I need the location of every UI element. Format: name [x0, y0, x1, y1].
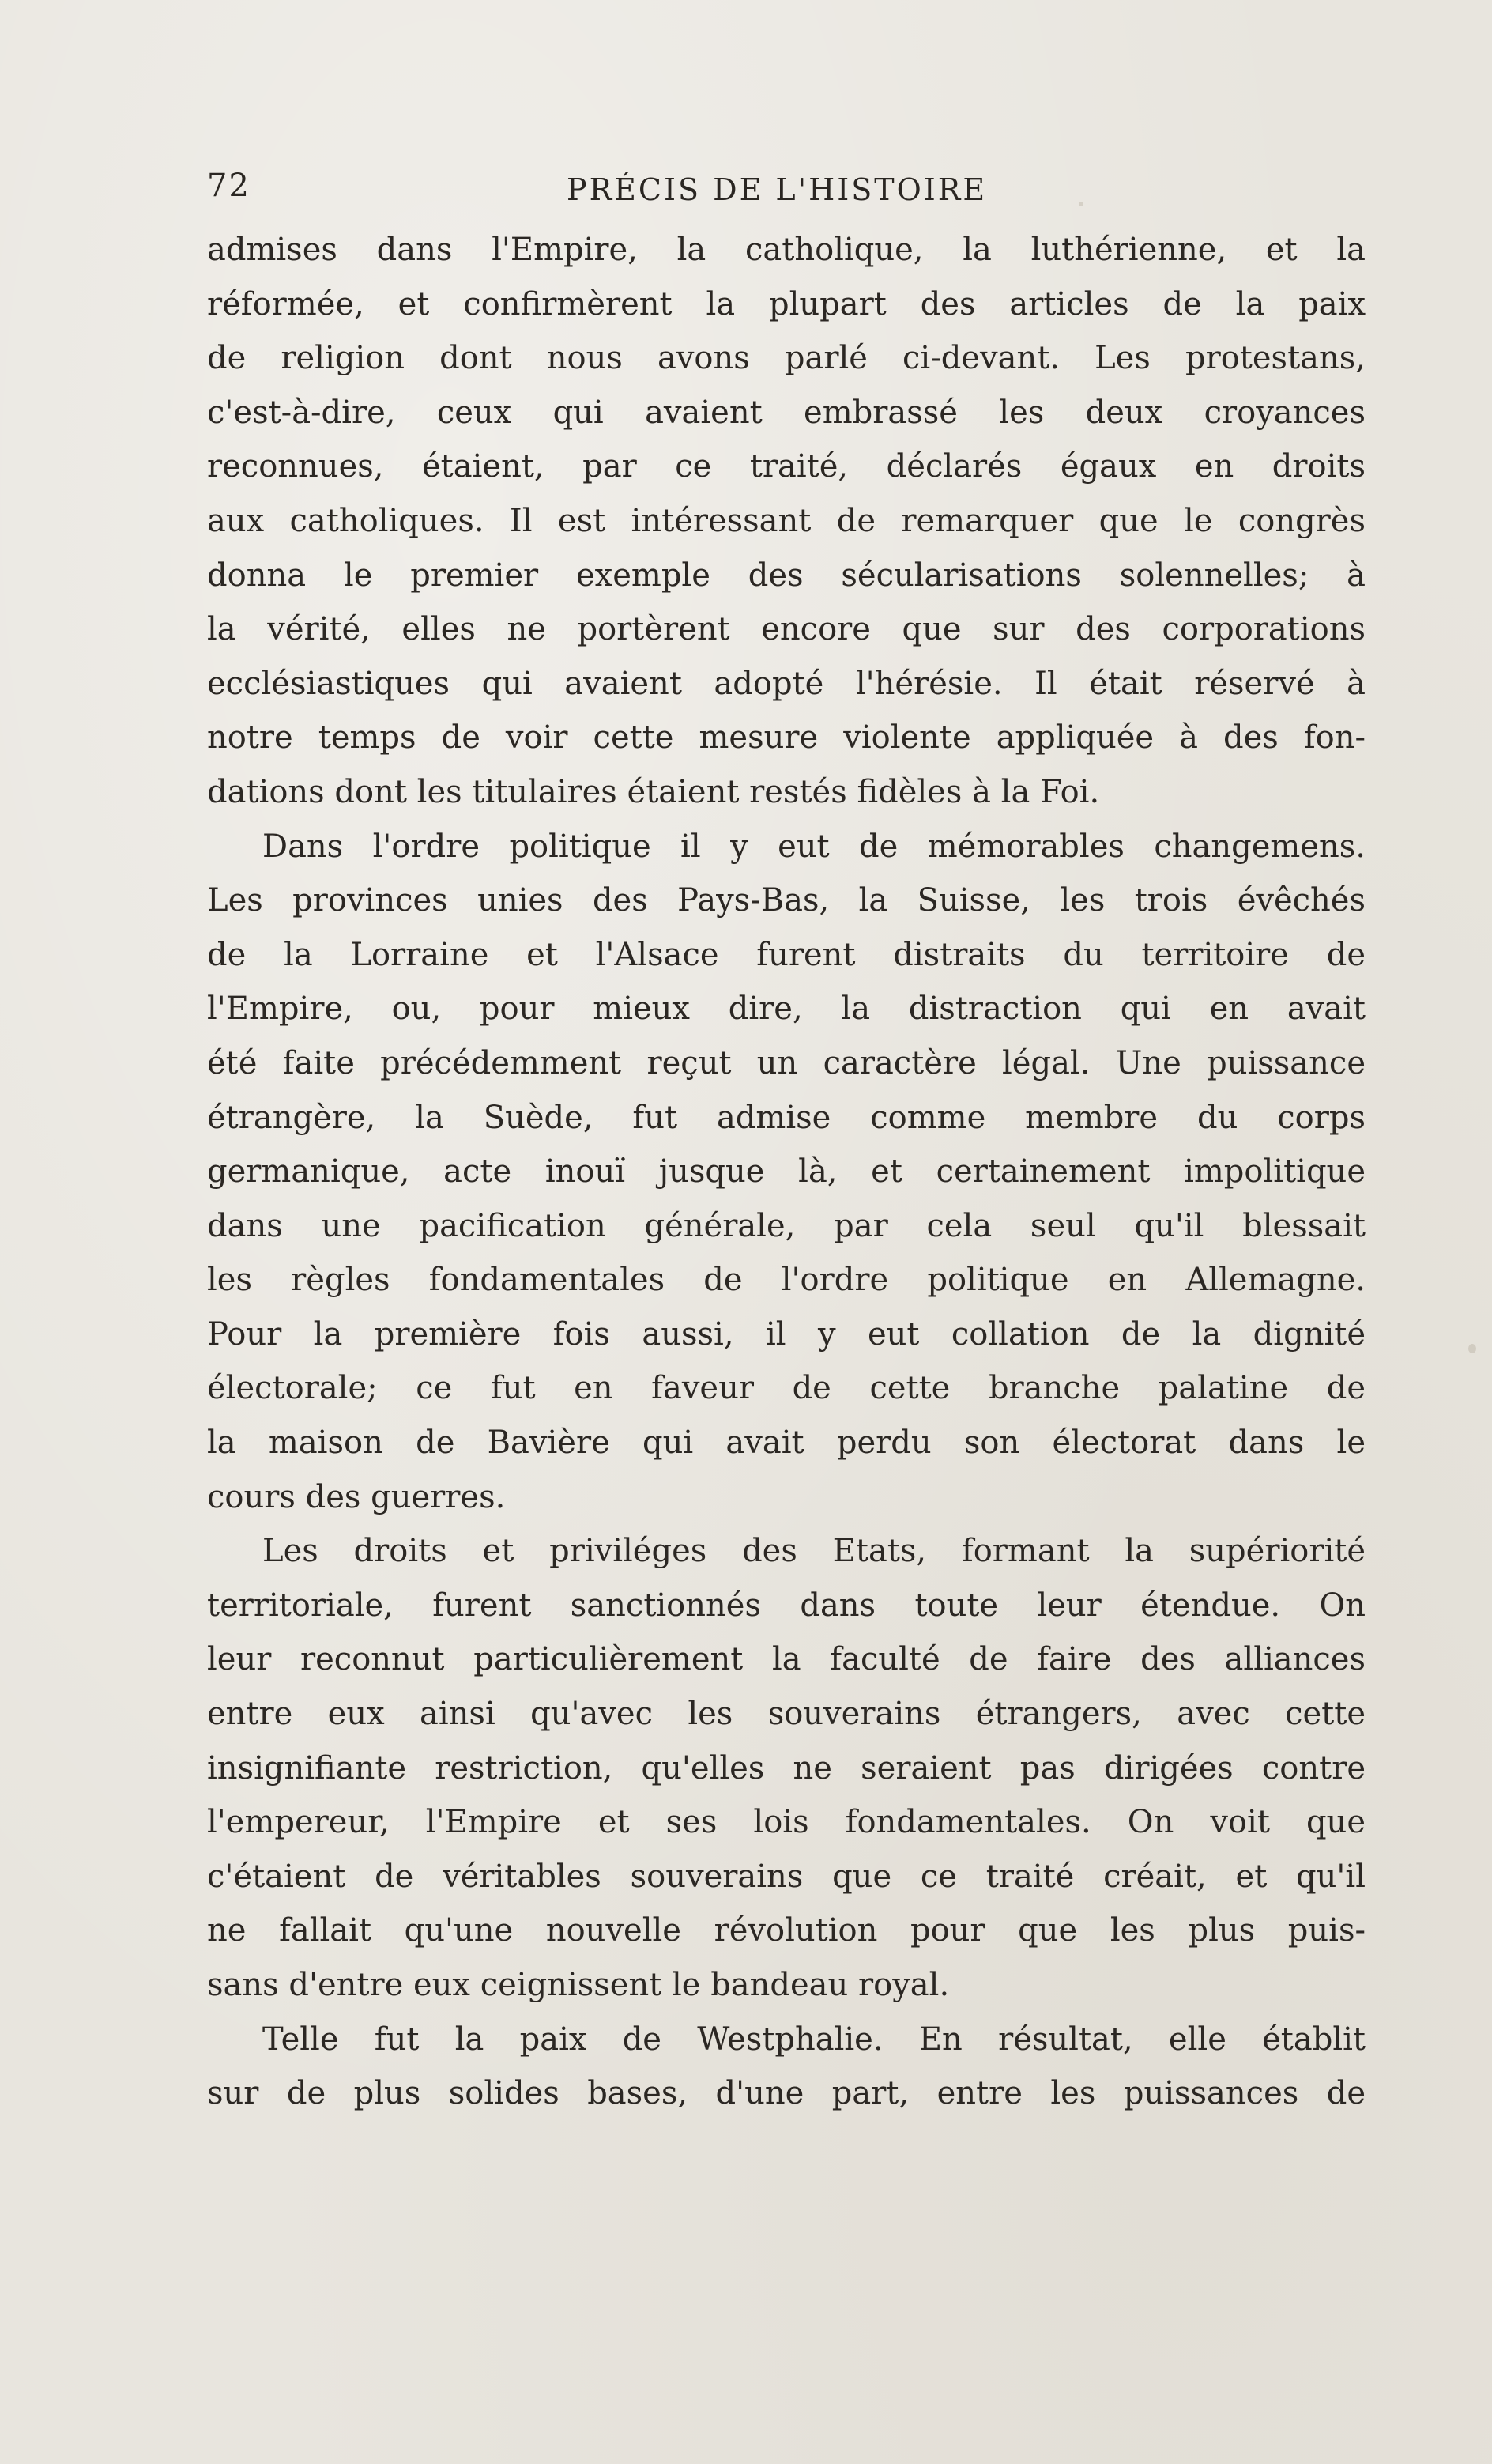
- text-line: notre temps de voir cette mesure violente appliquée à des fon-: [207, 719, 1366, 757]
- text-line: aux catholiques. Il est intéressant de remarquer que le congrès: [207, 502, 1366, 539]
- text-line: sur de plus solides bases, d'une part, entre les puissances de: [207, 2075, 1366, 2112]
- text-line: insignifiante restriction, qu'elles ne seraient pas dirigées contre: [207, 1749, 1366, 1787]
- text-line: entre eux ainsi qu'avec les souverains étrangers, avec cette: [207, 1696, 1366, 1733]
- page-number: 72: [207, 168, 251, 204]
- text-line: donna le premier exemple des sécularisations solennelles; à: [207, 557, 1366, 594]
- text-line: la vérité, elles ne portèrent encore que sur des corporations: [207, 611, 1366, 648]
- text-line: sans d'entre eux ceignissent le bandeau royal.: [207, 1967, 950, 2003]
- text-line: ecclésiastiques qui avaient adopté l'hérésie. Il était réservé à: [207, 665, 1366, 702]
- text-line: reconnues, étaient, par ce traité, déclarés égaux en droits: [207, 448, 1366, 485]
- text-line: l'empereur, l'Empire et ses lois fondamentales. On voit que: [207, 1804, 1366, 1841]
- text-line: Les droits et priviléges des Etats, formant la supériorité: [262, 1533, 1366, 1570]
- text-line: électorale; ce fut en faveur de cette branche palatine de: [207, 1370, 1366, 1407]
- text-line: Telle fut la paix de Westphalie. En résultat, elle établit: [262, 2021, 1366, 2058]
- text-line: germanique, acte inouï jusque là, et certainement impolitique: [207, 1153, 1366, 1190]
- text-line: étrangère, la Suède, fut admise comme membre du corps: [207, 1099, 1366, 1136]
- text-line: l'Empire, ou, pour mieux dire, la distraction qui en avait: [207, 991, 1366, 1028]
- text-line: ne fallait qu'une nouvelle révolution pour que les plus puis-: [207, 1912, 1366, 1949]
- text-line: dations dont les titulaires étaient restés fidèles à la Foi.: [207, 773, 1100, 810]
- text-line: de religion dont nous avons parlé ci-devant. Les protestans,: [207, 340, 1366, 377]
- body-text: [207, 223, 1366, 2121]
- text-line: été faite précédemment reçut un caractère légal. Une puissance: [207, 1044, 1366, 1081]
- text-line: Dans l'ordre politique il y eut de mémorables changemens.: [262, 828, 1366, 865]
- text-line: admises dans l'Empire, la catholique, la luthérienne, et la: [207, 232, 1366, 268]
- text-line: leur reconnut particulièrement la faculté de faire des alliances: [207, 1641, 1366, 1678]
- text-line: cours des guerres.: [207, 1478, 506, 1515]
- text-line: Pour la première fois aussi, il y eut collation de la dignité: [207, 1315, 1366, 1353]
- paper-spot: [1468, 1344, 1476, 1353]
- text-line: réformée, et confirmèrent la plupart des articles de la paix: [207, 285, 1366, 323]
- page-header: [207, 168, 1366, 215]
- running-head: PRÉCIS DE L'HISTOIRE: [567, 172, 988, 207]
- text-line: les règles fondamentales de l'ordre politique en Allemagne.: [207, 1262, 1366, 1299]
- text-line: la maison de Bavière qui avait perdu son électorat dans le: [207, 1424, 1366, 1462]
- text-line: c'étaient de véritables souverains que ce traité créait, et qu'il: [207, 1858, 1366, 1895]
- text-line: territoriale, furent sanctionnés dans toute leur étendue. On: [207, 1587, 1366, 1624]
- text-line: de la Lorraine et l'Alsace furent distraits du territoire de: [207, 936, 1366, 973]
- text-line: Les provinces unies des Pays-Bas, la Suisse, les trois évêchés: [207, 882, 1366, 919]
- text-line: dans une pacification générale, par cela seul qu'il blessait: [207, 1207, 1366, 1244]
- text-line: c'est-à-dire, ceux qui avaient embrassé les deux croyances: [207, 394, 1366, 431]
